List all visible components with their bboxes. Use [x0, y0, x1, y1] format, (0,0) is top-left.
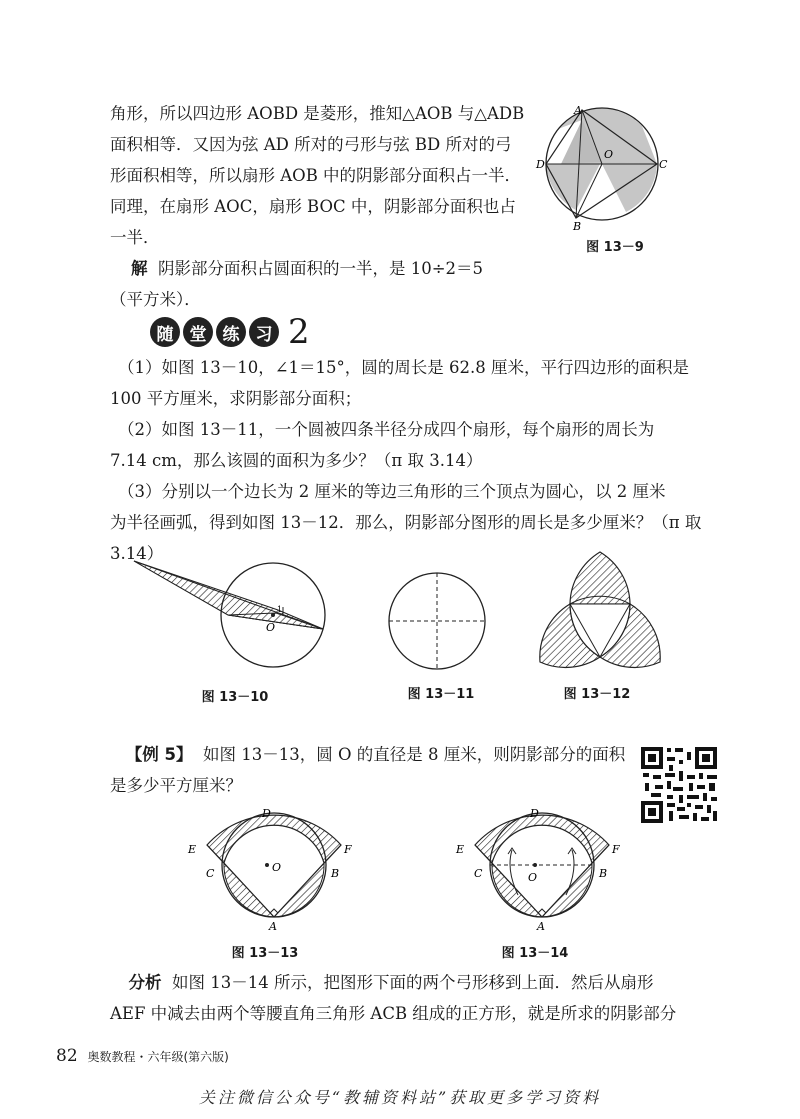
fig-13-11-caption: 图 13－11	[407, 687, 475, 702]
fig14-label-D: D	[530, 807, 539, 820]
fig-13-12-caption: 图 13－12	[563, 687, 631, 702]
practice-1-line-2: 100 平方厘米，求阴影部分面积；	[110, 389, 362, 408]
practice-item-1	[110, 352, 718, 414]
fig13-label-O: O	[272, 861, 282, 874]
analysis-paragraph	[110, 967, 718, 1029]
figure-13-10	[128, 555, 338, 680]
intro-line-1: 角形，所以四边形 AOBD 是菱形，推知△AOB 与△ADB	[110, 104, 525, 123]
practice-2-line-2: 7.14 cm，那么该圆的面积为多少？（π 取 3.14）	[110, 451, 483, 470]
fig14-label-C: C	[474, 867, 483, 880]
practice-3-line-3: 3.14）	[110, 544, 164, 563]
practice-1-line-1: （1）如图 13－10，∠1＝15°，圆的周长是 62.8 厘米，平行四边形的面积是	[118, 358, 690, 377]
intro-paragraph	[110, 98, 550, 253]
fig13-label-E: E	[188, 843, 197, 856]
practice-3-line-1: （3）分别以一个边长为 2 厘米的等边三角形的三个顶点为圆心，以 2 厘米	[118, 482, 666, 501]
example-5-text: 如图 13－13，圆 O 的直径是 8 厘米，则阴影部分的面积	[202, 745, 626, 764]
example-5-text-2: 是多少平方厘米？	[110, 776, 242, 795]
example-5-label: 【例 5】	[125, 745, 193, 764]
title-badge-2: 堂	[183, 317, 213, 347]
fig9-label-A: A	[574, 104, 582, 117]
analysis-label: 分析	[128, 973, 162, 992]
analysis-text: 如图 13－14 所示，把图形下面的两个弓形移到上面．然后从扇形	[172, 973, 654, 992]
title-number: 2	[288, 312, 310, 352]
practice-2-line-1: （2）如图 13－11，一个圆被四条半径分成四个扇形，每个扇形的周长为	[118, 420, 655, 439]
fig13-label-D: D	[262, 807, 271, 820]
fig-13-9-caption: 图 13－9	[586, 240, 644, 255]
fig14-label-A: A	[537, 920, 545, 933]
fig-13-10-caption: 图 13－10	[201, 690, 269, 705]
example-5	[110, 739, 630, 801]
solution-text: 阴影部分面积占圆面积的一半，是 10÷2＝5	[157, 259, 484, 278]
analysis-text-2: AEF 中减去由两个等腰直角三角形 ACB 组成的正方形，就是所求的阴影部分	[110, 1004, 677, 1023]
page-footer	[56, 1046, 229, 1066]
solution-label: 解	[130, 259, 148, 278]
title-badge-3: 练	[216, 317, 246, 347]
figure-13-13	[180, 805, 370, 933]
fig10-label-O: O	[266, 621, 276, 634]
fig13-label-F: F	[344, 843, 352, 856]
figure-13-9	[536, 104, 666, 234]
fig9-label-D: D	[536, 158, 545, 171]
book-title: 奥数教程・六年级(第六版)	[87, 1050, 229, 1064]
fig9-label-B: B	[573, 220, 582, 233]
practice-3-line-2: 为半径画弧，得到如图 13－12．那么，阴影部分图形的周长是多少厘米？（π 取	[110, 513, 702, 532]
page-number: 82	[56, 1046, 78, 1066]
intro-line-4: 同理，在扇形 AOC，扇形 BOC 中，阴影部分面积也占	[110, 197, 516, 216]
fig14-label-E: E	[456, 843, 465, 856]
figure-13-14	[448, 805, 638, 933]
fig14-label-O: O	[528, 871, 538, 884]
fig14-label-F: F	[612, 843, 620, 856]
figure-13-11	[384, 568, 494, 678]
intro-line-2: 面积相等．又因为弦 AD 所对的弓形与弦 BD 所对的弓	[110, 135, 512, 154]
fig14-label-B: B	[599, 867, 608, 880]
qr-code[interactable]	[639, 745, 719, 825]
title-badge-1: 随	[150, 317, 180, 347]
fig9-label-O: O	[604, 148, 614, 161]
figure-13-12	[530, 547, 670, 677]
practice-item-2	[110, 414, 718, 476]
fig-13-13-caption: 图 13－13	[231, 946, 299, 961]
title-badge-4: 习	[249, 317, 279, 347]
intro-line-5: 一半．	[110, 228, 160, 247]
solution-paragraph	[110, 253, 550, 315]
intro-line-3: 形面积相等，所以扇形 AOB 中的阴影部分面积占一半．	[110, 166, 522, 185]
fig13-label-A: A	[269, 920, 277, 933]
bottom-note: 关注微信公众号“教辅资料站”获取更多学习资料	[198, 1088, 602, 1107]
fig-13-14-caption: 图 13－14	[501, 946, 569, 961]
solution-text-2: （平方米）．	[110, 290, 201, 309]
fig13-label-B: B	[331, 867, 340, 880]
practice-title	[150, 312, 310, 352]
fig9-label-C: C	[659, 158, 668, 171]
fig13-label-C: C	[206, 867, 215, 880]
fig10-label-angle: 1	[277, 605, 283, 614]
